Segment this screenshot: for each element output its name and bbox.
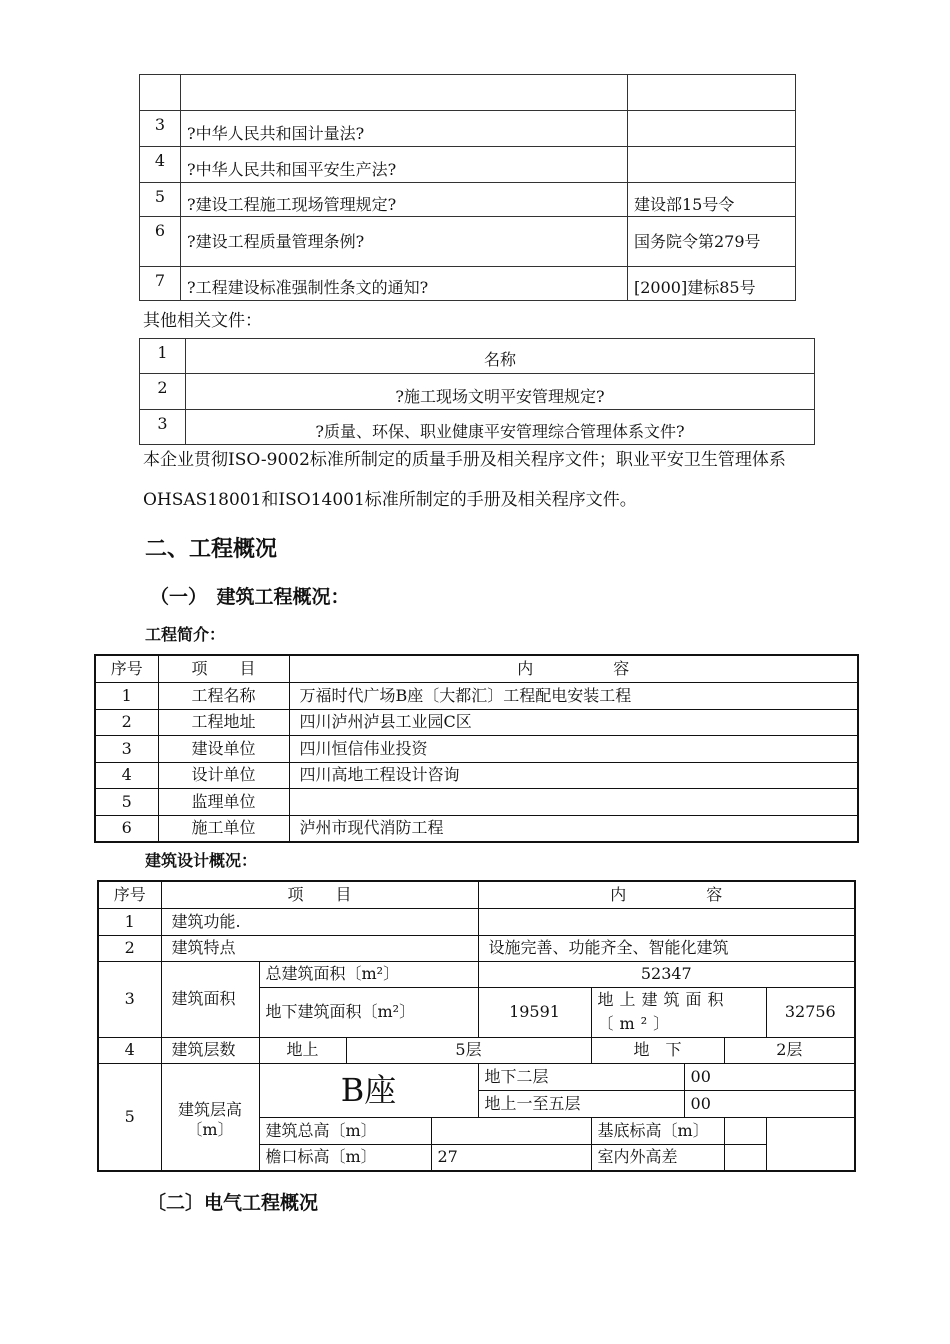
b2-label: 地下二层 [478, 1063, 684, 1090]
row-number: 3 [140, 410, 186, 445]
underground-area-value: 19591 [478, 987, 591, 1037]
table-row [140, 147, 796, 183]
base-elevation-value [724, 1117, 766, 1144]
subsection-title: 〔二〕电气工程概况 [147, 1192, 319, 1214]
row-item: 工程地址 [158, 709, 289, 735]
table-row [95, 815, 858, 842]
row-item: 建筑层数 [161, 1037, 259, 1063]
body-paragraph: 本企业贯彻ISO-9002标准所制定的质量手册及相关程序文件；职业平安卫生管理体系OHSAS18001和ISO14001标准所制定的手册及相关程序文件。 [143, 450, 786, 510]
row-number: 5 [140, 183, 181, 217]
total-area-label: 总建筑面积〔m²〕 [259, 961, 478, 987]
row-number: 2 [140, 374, 186, 410]
floors-above-label: 地上 [259, 1037, 346, 1063]
row-content: 万福时代广场B座〔大都汇〕工程配电安装工程 [289, 682, 858, 709]
row-number: 7 [140, 267, 181, 301]
row-number: 3 [140, 111, 181, 147]
law-ref: [2000]建标85号 [628, 267, 796, 301]
table-row [140, 267, 796, 301]
file-name: ?质量、环保、职业健康平安管理综合管理体系文件? [186, 410, 815, 445]
row-number: 5 [95, 788, 158, 815]
row-number: 4 [95, 762, 158, 788]
row-item: 工程名称 [158, 682, 289, 709]
floors-under-label: 地 下 [591, 1037, 724, 1063]
table-row [95, 788, 858, 815]
header-content: 内 容 [478, 881, 855, 908]
law-name: ?建设工程施工现场管理规定? [181, 183, 628, 217]
row-number: 6 [95, 815, 158, 842]
section-title: 二、工程概况 [145, 537, 278, 562]
row-number: 1 [140, 339, 186, 374]
laws-table [139, 74, 796, 301]
law-name: ?中华人民共和国平安生产法? [181, 147, 628, 183]
underground-area-label: 地下建筑面积〔m²〕 [259, 987, 478, 1037]
row-number: 4 [140, 147, 181, 183]
eave-height-value: 27 [431, 1144, 591, 1171]
above-area-value: 32756 [766, 987, 855, 1037]
table-row [140, 111, 796, 147]
row-number: 1 [98, 908, 161, 935]
f15-label: 地上一至五层 [478, 1090, 684, 1117]
table-row [140, 217, 796, 267]
b2-value: 00 [684, 1063, 855, 1090]
header-item: 项 目 [158, 655, 289, 682]
row-content: 泸州市现代消防工程 [289, 815, 858, 842]
table-row [95, 682, 858, 709]
eave-height-label: 檐口标高〔m〕 [259, 1144, 431, 1171]
floors-above-value: 5层 [346, 1037, 591, 1063]
row-item: 建筑层高〔m〕 [161, 1063, 259, 1171]
table-row [98, 1063, 855, 1090]
row-item: 建设单位 [158, 735, 289, 762]
row-item: 监理单位 [158, 788, 289, 815]
total-height-label: 建筑总高〔m〕 [259, 1117, 431, 1144]
row-number: 1 [95, 682, 158, 709]
row-number: 3 [98, 961, 161, 1037]
row-item: 建筑功能. [161, 908, 478, 935]
row-number: 5 [98, 1063, 161, 1171]
row-item: 设计单位 [158, 762, 289, 788]
table-row [140, 75, 796, 111]
row-item: 建筑特点 [161, 935, 478, 961]
f15-value: 00 [684, 1090, 855, 1117]
table-row [140, 183, 796, 217]
row-content: 四川泸州泸县工业园C区 [289, 709, 858, 735]
table-row [95, 735, 858, 762]
row-number: 2 [98, 935, 161, 961]
table-header-row [95, 655, 858, 682]
law-name [181, 75, 628, 111]
height-diff-value [724, 1144, 766, 1171]
law-ref: 国务院令第279号 [628, 217, 796, 267]
header-item: 项 目 [161, 881, 478, 908]
table-row [140, 339, 815, 374]
other-files-table [139, 338, 815, 445]
row-number: 3 [95, 735, 158, 762]
law-ref [628, 75, 796, 111]
law-name: ?中华人民共和国计量法? [181, 111, 628, 147]
base-elevation-label: 基底标高〔m〕 [591, 1117, 724, 1144]
height-diff-label: 室内外高差 [591, 1144, 724, 1171]
file-name: 名称 [186, 339, 815, 374]
table-row [98, 1037, 855, 1063]
subsection-title: （一） 建筑工程概况： [150, 586, 350, 608]
file-name: ?施工现场文明平安管理规定? [186, 374, 815, 410]
above-area-label: 地上建筑面积〔m²〕 [591, 987, 766, 1037]
law-name: ?工程建设标准强制性条文的通知? [181, 267, 628, 301]
row-item: 建筑面积 [161, 961, 259, 1037]
table-row [95, 762, 858, 788]
row-number: 6 [140, 217, 181, 267]
design-label: 建筑设计概况： [145, 851, 258, 870]
law-ref: 建设部15号令 [628, 183, 796, 217]
law-ref [628, 111, 796, 147]
row-number [140, 75, 181, 111]
intro-label: 工程简介： [145, 625, 226, 644]
row-value [478, 908, 855, 935]
header-no: 序号 [95, 655, 158, 682]
floors-under-value: 2层 [724, 1037, 855, 1063]
row-number: 4 [98, 1037, 161, 1063]
total-area-value: 52347 [478, 961, 855, 987]
table-header-row [98, 881, 855, 908]
table-row [95, 709, 858, 735]
row-value: 设施完善、功能齐全、智能化建筑 [478, 935, 855, 961]
row-content: 四川高地工程设计咨询 [289, 762, 858, 788]
law-name: ?建设工程质量管理条例? [181, 217, 628, 267]
design-table [97, 880, 856, 1172]
total-height-value [431, 1117, 591, 1144]
row-content: 四川恒信伟业投资 [289, 735, 858, 762]
row-content [289, 788, 858, 815]
table-row [98, 935, 855, 961]
header-content: 内 容 [289, 655, 858, 682]
row-number: 2 [95, 709, 158, 735]
other-files-label: 其他相关文件： [143, 311, 262, 331]
table-row [98, 908, 855, 935]
row-item: 施工单位 [158, 815, 289, 842]
law-ref [628, 147, 796, 183]
table-row [140, 374, 815, 410]
block-label: B座 [259, 1063, 478, 1117]
table-row [98, 961, 855, 987]
intro-table [94, 654, 859, 843]
header-no: 序号 [98, 881, 161, 908]
